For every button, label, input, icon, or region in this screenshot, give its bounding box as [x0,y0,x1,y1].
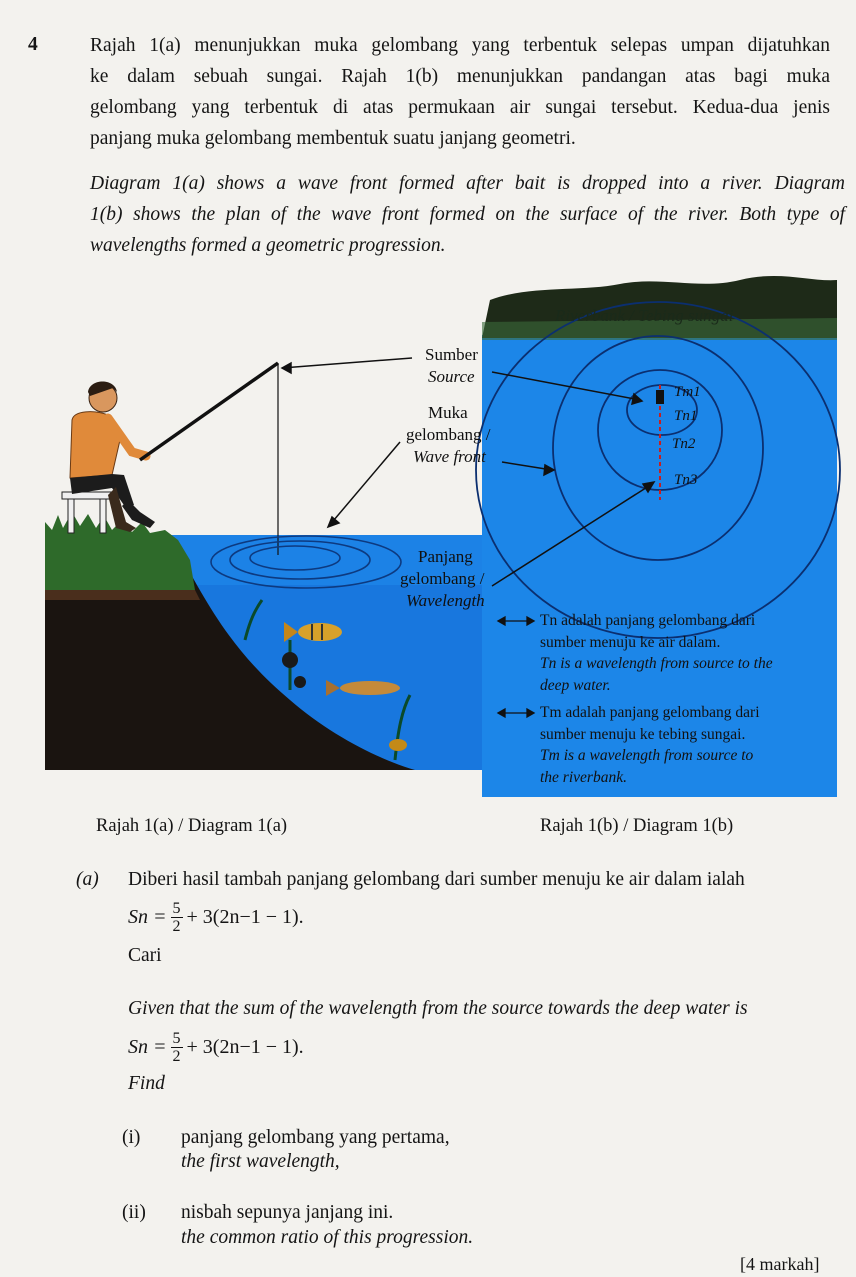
legend-line: Tn adalah panjang gelombang dari [540,612,756,629]
question-number: 4 [28,34,38,55]
intro-ms-line: gelombang yang terbentuk di atas permukaan air sungai tersebut. Kedua-dua jenis [90,97,830,118]
fraction-numerator: 5 [172,900,181,917]
label-tn2: Tn2 [672,436,696,452]
item-english: the common ratio of this progression. [181,1227,474,1248]
legend-tn [540,610,773,696]
formula-english [128,1030,304,1065]
given-malay: Diberi hasil tambah panjang gelombang dari sumber menuju ke air dalam ialah [128,869,745,890]
item-english: the first wavelength, [181,1151,340,1172]
item-malay: panjang gelombang yang pertama, [181,1127,450,1148]
fraction-numerator: 5 [172,1030,181,1047]
fraction [171,900,183,935]
given-english: Given that the sum of the wavelength from the source towards the deep water is [128,998,748,1019]
intro-en-line: 1(b) shows the plan of the wave front formed on the surface of the river. Both type of [90,204,845,225]
caption-diagram-1a: Rajah 1(a) / Diagram 1(a) [96,816,288,836]
part-label: (a) [76,869,99,890]
riverbank-label: Riverbank / Tebing sungai [555,306,734,325]
legend-line: the riverbank. [540,768,627,786]
legend-line: Tm adalah panjang gelombang dari [540,704,760,721]
legend-line: Tm is a wavelength from source to [540,747,754,764]
source-label-en: Source [428,367,475,386]
legend-tm [540,702,760,788]
fraction-denominator: 2 [172,1048,181,1065]
formula-lhs: Sn = [128,1036,167,1058]
item-malay: nisbah sepunya janjang ini. [181,1202,394,1223]
formula-lhs: Sn = [128,906,167,928]
wavefront-label-en: Wave front [413,447,486,466]
label-tm1: Tm1 [674,384,701,400]
find-english: Find [128,1073,165,1094]
fraction-denominator: 2 [172,918,181,935]
source-label-ms: Sumber [425,345,478,364]
wavefront-label-ms: gelombang / [406,425,491,444]
formula-rhs: + 3(2n−1 − 1). [186,1036,304,1058]
formula-rhs: + 3(2n−1 − 1). [186,906,304,928]
wavelength-label-ms: Panjang [418,547,473,566]
formula-malay [128,900,304,935]
intro-en-line: wavelengths formed a geometric progression. [90,235,446,256]
legend-line: deep water. [540,676,611,694]
label-tn3: Tn3 [674,472,698,488]
find-malay: Cari [128,945,162,966]
marks: [4 markah] [740,1254,820,1274]
item-number: (ii) [122,1202,146,1223]
legend-line: Tn is a wavelength from source to the [540,655,773,672]
intro-en-line: Diagram 1(a) shows a wave front formed after bait is dropped into a river. Diagram [90,173,845,194]
wavelength-label-en: Wavelength [406,591,485,610]
legend-line: sumber menuju ke air dalam. [540,633,721,651]
intro-ms-line: Rajah 1(a) menunjukkan muka gelombang yang terbentuk selepas umpan dijatuhkan [90,35,830,56]
legend-line: sumber menuju ke tebing sungai. [540,725,746,743]
fraction [171,1030,183,1065]
intro-ms-line: panjang muka gelombang membentuk suatu janjang geometri. [90,128,576,149]
item-number: (i) [122,1127,141,1148]
wavefront-label-ms: Muka [428,403,468,422]
label-tn1: Tn1 [674,408,698,424]
caption-diagram-1b: Rajah 1(b) / Diagram 1(b) [540,816,734,836]
intro-ms-line: ke dalam sebuah sungai. Rajah 1(b) menunjukkan pandangan atas bagi muka [90,66,830,87]
wavelength-label-ms: gelombang / [400,569,485,588]
